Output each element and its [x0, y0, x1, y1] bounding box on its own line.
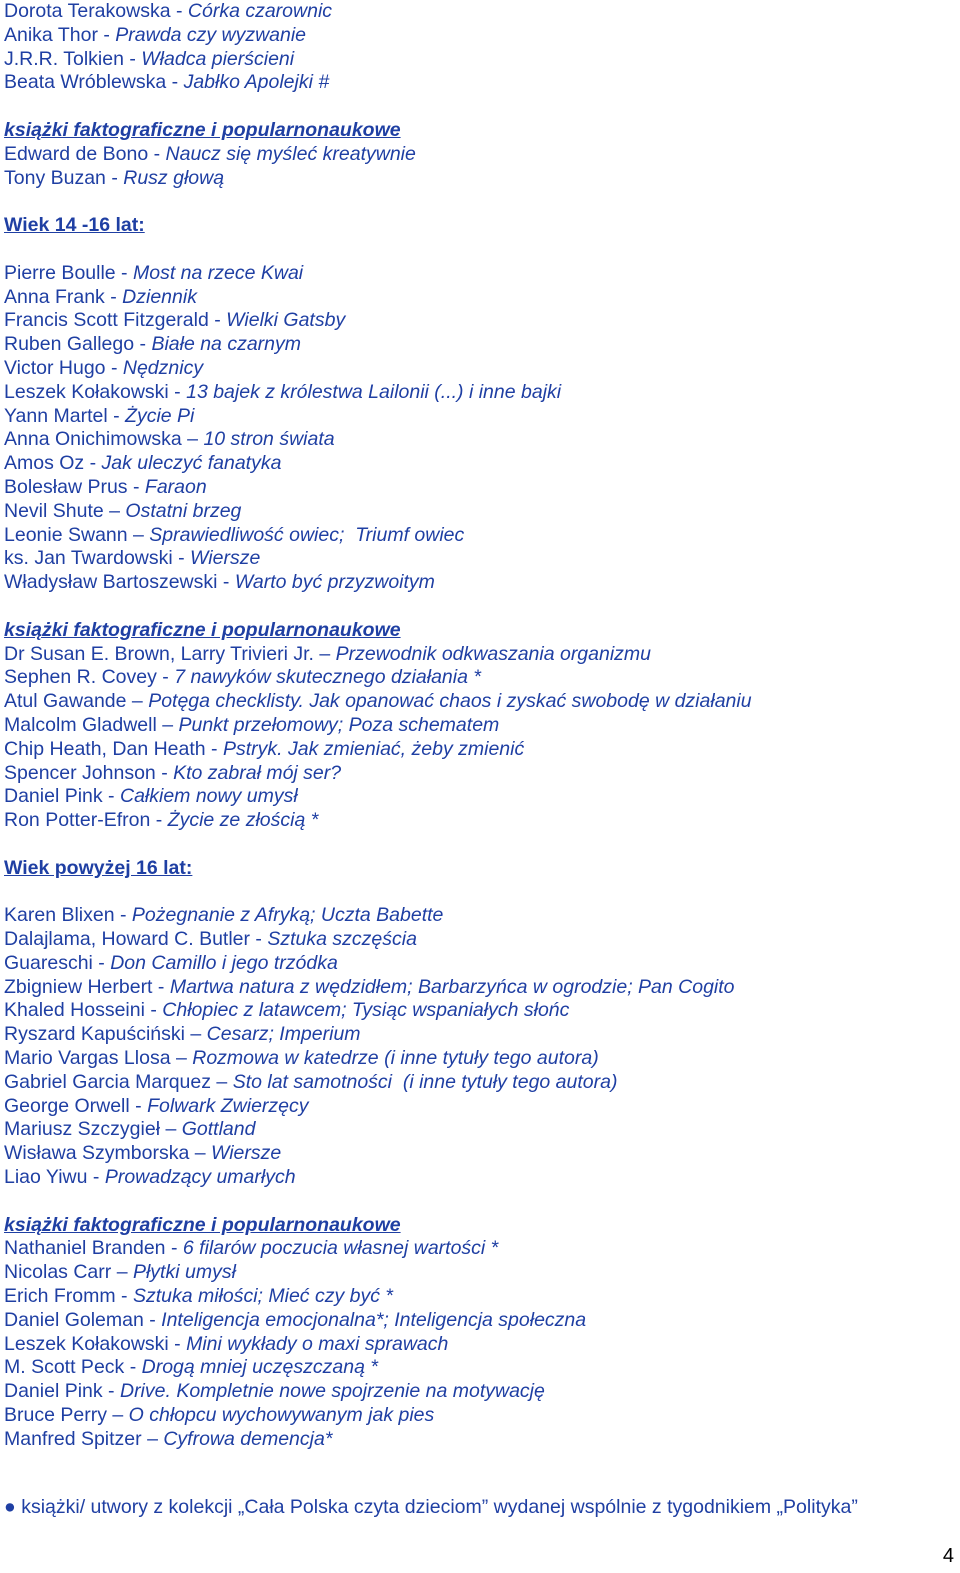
- book-title: Drive. Kompletnie nowe spojrzenie na motywację: [119, 1380, 545, 1403]
- separator: -: [134, 333, 152, 356]
- separator: -: [123, 47, 142, 70]
- book-entry: [4, 1428, 954, 1452]
- book-title: Cyfrowa demencja*: [163, 1427, 333, 1450]
- separator: -: [156, 666, 175, 689]
- book-title: Sto lat samotności (i inne tytuły tego autora): [232, 1070, 618, 1093]
- book-title: Prowadzący umarłych: [104, 1166, 296, 1189]
- book-entry: [4, 928, 954, 952]
- book-entry: [4, 1285, 954, 1309]
- book-author: Władysław Bartoszewski: [4, 571, 218, 594]
- book-title: Pożegnanie z Afryką; Uczta Babette: [131, 904, 444, 927]
- book-author: Ryszard Kapuściński: [4, 1023, 185, 1046]
- book-entry: [4, 1333, 954, 1357]
- separator: -: [172, 547, 191, 570]
- book-author: Victor Hugo: [4, 356, 106, 379]
- separator: -: [114, 904, 132, 927]
- age-group-heading: Wiek 14 -16 lat:: [4, 214, 145, 237]
- separator: –: [313, 642, 336, 665]
- separator: -: [97, 23, 116, 46]
- book-entry: [4, 0, 954, 24]
- book-title: Faraon: [144, 475, 207, 498]
- spacer: [4, 1190, 954, 1214]
- book-entry: [4, 1380, 954, 1404]
- book-entry: [4, 452, 954, 476]
- separator: -: [170, 0, 188, 22]
- book-title: Sztuka miłości; Mieć czy być *: [132, 1285, 393, 1308]
- book-author: ks. Jan Twardowski: [4, 547, 173, 570]
- book-title: Rusz głową: [123, 166, 225, 189]
- separator: -: [208, 309, 227, 332]
- nonfiction-subheading: książki faktograficzne i popularnonaukowe: [4, 618, 401, 641]
- book-author: Erich Fromm: [4, 1285, 116, 1308]
- book-title: Białe na czarnym: [151, 333, 302, 356]
- separator: –: [156, 713, 179, 736]
- book-title: Most na rzece Kwai: [132, 261, 304, 284]
- book-author: Atul Gawande: [4, 690, 127, 713]
- separator: -: [205, 737, 223, 760]
- separator: -: [105, 356, 123, 379]
- book-entry: [4, 262, 954, 286]
- book-author: Khaled Hosseini: [4, 999, 145, 1022]
- book-title: Wiersze: [210, 1142, 282, 1165]
- book-title: Folwark Zwierzęcy: [147, 1094, 309, 1117]
- book-entry: [4, 1023, 954, 1047]
- book-author: Zbigniew Herbert: [4, 975, 153, 998]
- book-title: Punkt przełomowy; Poza schematem: [178, 713, 500, 736]
- separator: –: [181, 428, 204, 451]
- book-title: Dziennik: [122, 285, 197, 308]
- book-author: Ron Potter-Efron: [4, 809, 151, 832]
- separator: -: [217, 571, 235, 594]
- book-author: Spencer Johnson: [4, 761, 156, 784]
- book-entry: [4, 738, 954, 762]
- book-author: Francis Scott Fitzgerald: [4, 309, 209, 332]
- book-entry: [4, 286, 954, 310]
- book-entry: [4, 1261, 954, 1285]
- book-entry: [4, 1142, 954, 1166]
- book-title: Mini wykłady o maxi sprawach: [186, 1332, 449, 1355]
- separator: -: [150, 809, 168, 832]
- book-entry: [4, 428, 954, 452]
- book-author: Edward de Bono: [4, 142, 149, 165]
- book-entry: [4, 1404, 954, 1428]
- book-author: Nicolas Carr: [4, 1261, 112, 1284]
- book-title: Don Camillo i jego trzódka: [110, 951, 338, 974]
- separator: -: [102, 1380, 120, 1403]
- book-author: Amos Oz: [4, 452, 85, 475]
- book-entry: [4, 333, 954, 357]
- book-title: Naucz się myśleć kreatywnie: [165, 142, 416, 165]
- book-title: Córka czarownic: [187, 0, 333, 22]
- book-author: Leszek Kołakowski: [4, 380, 169, 403]
- book-author: Pierre Boulle: [4, 261, 116, 284]
- book-list: [4, 0, 954, 1452]
- book-title: Jabłko Apolejki #: [183, 71, 330, 94]
- book-title: Pstryk. Jak zmieniać, żeby zmienić: [222, 737, 525, 760]
- separator: -: [107, 404, 126, 427]
- book-author: Daniel Goleman: [4, 1308, 144, 1331]
- book-title: Drogą mniej uczęszczaną *: [141, 1356, 378, 1379]
- book-title: Prawda czy wyzwanie: [115, 23, 307, 46]
- book-entry: [4, 762, 954, 786]
- book-entry: [4, 571, 954, 595]
- book-entry: [4, 405, 954, 429]
- book-author: Malcolm Gladwell: [4, 713, 157, 736]
- book-entry: [4, 1356, 954, 1380]
- book-author: Sephen R. Covey: [4, 666, 157, 689]
- separator: –: [184, 1023, 207, 1046]
- book-entry: [4, 1309, 954, 1333]
- book-entry: [4, 309, 954, 333]
- book-entry: [4, 1118, 954, 1142]
- page-number: 4: [942, 1545, 954, 1567]
- spacer: [4, 595, 954, 619]
- book-author: Karen Blixen: [4, 904, 115, 927]
- spacer: [4, 833, 954, 857]
- book-author: Dorota Terakowska: [4, 0, 171, 22]
- book-author: Beata Wróblewska: [4, 71, 167, 94]
- book-title: Cesarz; Imperium: [206, 1023, 361, 1046]
- spacer: [4, 190, 954, 214]
- separator: -: [87, 1166, 105, 1189]
- separator: –: [111, 1261, 133, 1284]
- book-entry: [4, 1095, 954, 1119]
- book-entry: [4, 500, 954, 524]
- nonfiction-subheading: książki faktograficzne i popularnonaukowe: [4, 118, 401, 141]
- separator: -: [155, 761, 174, 784]
- separator: -: [105, 166, 124, 189]
- book-author: Bruce Perry: [4, 1404, 107, 1427]
- book-title: Ostatni brzeg: [125, 499, 242, 522]
- book-author: Manfred Spitzer: [4, 1427, 142, 1450]
- book-title: Inteligencja emocjonalna*; Inteligencja społeczna: [161, 1308, 587, 1331]
- book-author: Tony Buzan: [4, 166, 106, 189]
- book-entry: [4, 143, 954, 167]
- book-entry: [4, 381, 954, 405]
- separator: -: [143, 1308, 162, 1331]
- separator: –: [170, 1047, 193, 1070]
- book-author: Anna Frank: [4, 285, 105, 308]
- book-entry: [4, 1047, 954, 1071]
- book-author: Bolesław Prus: [4, 475, 128, 498]
- separator: –: [106, 1404, 129, 1427]
- book-author: Leszek Kołakowski: [4, 1332, 169, 1355]
- book-title: Życie Pi: [125, 404, 195, 427]
- book-title: Płytki umysł: [132, 1261, 236, 1284]
- book-title: Chłopiec z latawcem; Tysiąc wspaniałych słońc: [162, 999, 570, 1022]
- book-author: Nathaniel Branden: [4, 1237, 166, 1260]
- book-title: Wielki Gatsby: [226, 309, 346, 332]
- book-title: Nędznicy: [122, 356, 204, 379]
- separator: -: [168, 380, 187, 403]
- book-entry: [4, 24, 954, 48]
- book-title: O chłopcu wychowywanym jak pies: [128, 1404, 435, 1427]
- separator: -: [250, 928, 268, 951]
- separator: -: [148, 142, 166, 165]
- separator: -: [115, 261, 133, 284]
- separator: -: [144, 999, 163, 1022]
- book-author: Daniel Pink: [4, 785, 103, 808]
- book-title: Potęga checklisty. Jak opanować chaos i zyskać swobodę w działaniu: [148, 690, 752, 713]
- book-author: J.R.R. Tolkien: [4, 47, 124, 70]
- book-entry: [4, 952, 954, 976]
- separator: –: [103, 499, 126, 522]
- book-author: Wisława Szymborska: [4, 1142, 190, 1165]
- book-title: Jak uleczyć fanatyka: [101, 452, 282, 475]
- book-author: Leonie Swann: [4, 523, 128, 546]
- separator: -: [92, 951, 111, 974]
- separator: -: [104, 285, 123, 308]
- book-title: 6 filarów poczucia własnej wartości *: [182, 1237, 499, 1260]
- book-title: Władca pierścieni: [141, 47, 295, 70]
- book-entry: [4, 1237, 954, 1261]
- age-group-heading: Wiek powyżej 16 lat:: [4, 856, 193, 879]
- book-entry: [4, 48, 954, 72]
- book-entry: [4, 357, 954, 381]
- separator: –: [160, 1118, 182, 1141]
- nonfiction-subheading: książki faktograficzne i popularnonaukowe: [4, 1213, 401, 1236]
- separator: -: [152, 975, 170, 998]
- book-author: Dalajlama, Howard C. Butler: [4, 928, 251, 951]
- separator: –: [141, 1427, 164, 1450]
- separator: –: [189, 1142, 211, 1165]
- separator: -: [124, 1356, 142, 1379]
- book-author: Daniel Pink: [4, 1380, 103, 1403]
- book-entry: [4, 1166, 954, 1190]
- book-entry: [4, 666, 954, 690]
- book-author: Guareschi: [4, 951, 93, 974]
- book-title: 13 bajek z królestwa Lailonii (...) i inne bajki: [186, 380, 562, 403]
- book-title: Życie ze złością *: [167, 809, 319, 832]
- book-entry: [4, 714, 954, 738]
- book-title: Sprawiedliwość owiec; Triumf owiec: [149, 523, 465, 546]
- book-title: Rozmowa w katedrze (i inne tytuły tego autora): [192, 1047, 599, 1070]
- book-entry: [4, 476, 954, 500]
- book-entry: [4, 999, 954, 1023]
- book-entry: [4, 690, 954, 714]
- book-author: Yann Martel: [4, 404, 108, 427]
- book-author: Anna Onichimowska: [4, 428, 182, 451]
- book-title: Kto zabrał mój ser?: [173, 761, 342, 784]
- book-author: Ruben Gallego: [4, 333, 135, 356]
- book-entry: [4, 809, 954, 833]
- separator: -: [84, 452, 102, 475]
- book-title: Całkiem nowy umysł: [119, 785, 298, 808]
- book-author: Anika Thor: [4, 23, 98, 46]
- spacer: [4, 880, 954, 904]
- book-entry: [4, 167, 954, 191]
- book-author: Chip Heath, Dan Heath: [4, 737, 206, 760]
- book-author: M. Scott Peck: [4, 1356, 125, 1379]
- book-entry: [4, 785, 954, 809]
- spacer: [4, 95, 954, 119]
- book-title: Martwa natura z wędzidłem; Barbarzyńca w ogrodzie; Pan Cogito: [169, 975, 735, 998]
- book-title: Warto być przyzwoitym: [234, 571, 435, 594]
- book-entry: [4, 547, 954, 571]
- book-author: Liao Yiwu: [4, 1166, 88, 1189]
- separator: -: [168, 1332, 187, 1355]
- book-title: Sztuka szczęścia: [267, 928, 417, 951]
- book-title: 10 stron świata: [203, 428, 335, 451]
- book-author: Mario Vargas Llosa: [4, 1047, 171, 1070]
- book-entry: [4, 524, 954, 548]
- separator: -: [166, 71, 184, 94]
- footnote: ● książki/ utwory z kolekcji „Cała Polska czyta dzieciom” wydanej wspólnie z tygodnikiem „Polityka”: [4, 1496, 858, 1518]
- separator: –: [126, 690, 149, 713]
- book-title: Przewodnik odkwaszania organizmu: [335, 642, 652, 665]
- book-entry: [4, 71, 954, 95]
- separator: –: [211, 1070, 233, 1093]
- book-entry: [4, 1071, 954, 1095]
- spacer: [4, 238, 954, 262]
- separator: –: [127, 523, 150, 546]
- book-title: 7 nawyków skutecznego działania *: [174, 666, 481, 689]
- separator: -: [129, 1094, 148, 1117]
- book-author: George Orwell: [4, 1094, 130, 1117]
- book-entry: [4, 976, 954, 1000]
- separator: -: [115, 1285, 133, 1308]
- separator: -: [102, 785, 120, 808]
- book-entry: [4, 904, 954, 928]
- book-author: Gabriel Garcia Marquez: [4, 1070, 211, 1093]
- book-author: Mariusz Szczygieł: [4, 1118, 161, 1141]
- book-author: Nevil Shute: [4, 499, 104, 522]
- book-title: Gottland: [181, 1118, 256, 1141]
- book-author: Dr Susan E. Brown, Larry Trivieri Jr.: [4, 642, 314, 665]
- separator: -: [165, 1237, 183, 1260]
- book-title: Wiersze: [190, 547, 261, 570]
- separator: -: [127, 475, 145, 498]
- book-entry: [4, 643, 954, 667]
